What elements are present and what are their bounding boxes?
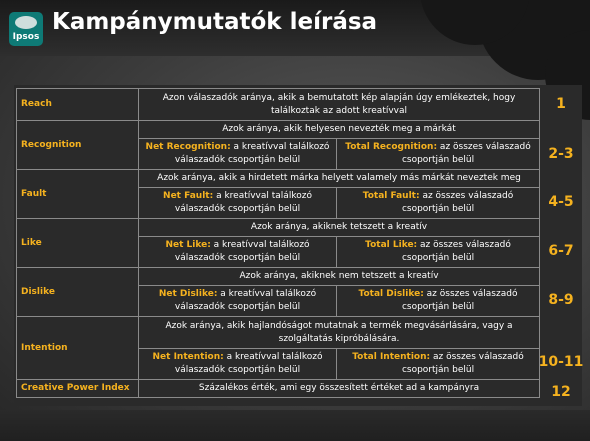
category-cell: Like [17,219,139,268]
total-label: Total Like: [365,240,418,250]
description-cell: Azok aránya, akik helyesen nevezték meg a márkát [139,121,540,139]
total-text: az összes válaszadó csoportján belül [401,191,514,214]
slide-number-label: 12 [551,384,571,400]
slide-number-label: 1 [556,96,566,112]
net-label: Net Fault: [163,191,214,201]
net-text: a kreatívval találkozó válaszadók csoportján belül [174,289,317,312]
description-cell: Azok aránya, akiknek nem tetszett a kreatív [139,268,540,286]
description-cell: Százalékos érték, ami egy összesített értéket ad a kampányra [139,380,540,398]
ipsos-logo [9,12,43,46]
total-cell [337,349,540,380]
total-label: Total Intention: [352,352,431,362]
total-label: Total Dislike: [358,289,424,299]
description-cell: Azok aránya, akik hajlandóságot mutatnak a termék megvásárlására, vagy a szolgáltatás kipróbálására. [139,317,540,349]
slide-number-label: 6-7 [548,243,574,259]
total-cell [337,188,540,219]
net-label: Net Recognition: [145,142,231,152]
logo-text: Ipsos [12,32,40,42]
category-cell: Dislike [17,268,139,317]
net-cell [139,139,337,170]
slide-number-label: 10-11 [538,354,584,370]
table-row [17,121,540,139]
table-row [17,317,540,349]
net-text: a kreatívval találkozó válaszadók csoportján belül [174,240,310,263]
net-text: a kreatívval találkozó válaszadók csoportján belül [174,142,330,165]
category-cell: Creative Power Index [17,380,139,398]
total-label: Total Fault: [362,191,420,201]
total-label: Total Recognition: [345,142,438,152]
total-text: az összes válaszadó csoportján belül [401,352,524,375]
net-cell [139,349,337,380]
slide-number-label: 2-3 [548,146,574,162]
total-cell [337,237,540,268]
category-cell: Fault [17,170,139,219]
description-cell: Azon válaszadók aránya, akik a bemutatott kép alapján úgy emlékeztek, hogy találkoztak az adott kreatívval [139,89,540,121]
net-cell [139,286,337,317]
table-row [17,219,540,237]
category-cell: Intention [17,317,139,380]
logo-mark-icon [15,16,37,29]
description-cell: Azok aránya, akiknek tetszett a kreatív [139,219,540,237]
table-row [17,170,540,188]
net-cell [139,188,337,219]
total-text: az összes válaszadó csoportján belül [401,142,531,165]
net-text: a kreatívval találkozó válaszadók csoportján belül [174,352,323,375]
slide-number-label: 4-5 [548,194,574,210]
table-row [17,268,540,286]
category-cell: Reach [17,89,139,121]
net-label: Net Intention: [152,352,224,362]
net-label: Net Dislike: [158,289,218,299]
net-text: a kreatívval találkozó válaszadók csoportján belül [174,191,312,214]
table-row [17,89,540,121]
slide-number-label: 8-9 [548,292,574,308]
footer-band [0,410,590,441]
net-label: Net Like: [165,240,211,250]
page-title: Kampánymutatók leírása [52,9,378,35]
total-cell [337,286,540,317]
description-cell: Azok aránya, akik a hirdetett márka helyett valamely más márkát neveztek meg [139,170,540,188]
net-cell [139,237,337,268]
category-cell: Recognition [17,121,139,170]
metrics-table [16,88,540,398]
total-text: az összes válaszadó csoportján belül [401,289,518,312]
total-cell [337,139,540,170]
table-row [17,380,540,398]
total-text: az összes válaszadó csoportján belül [401,240,511,263]
